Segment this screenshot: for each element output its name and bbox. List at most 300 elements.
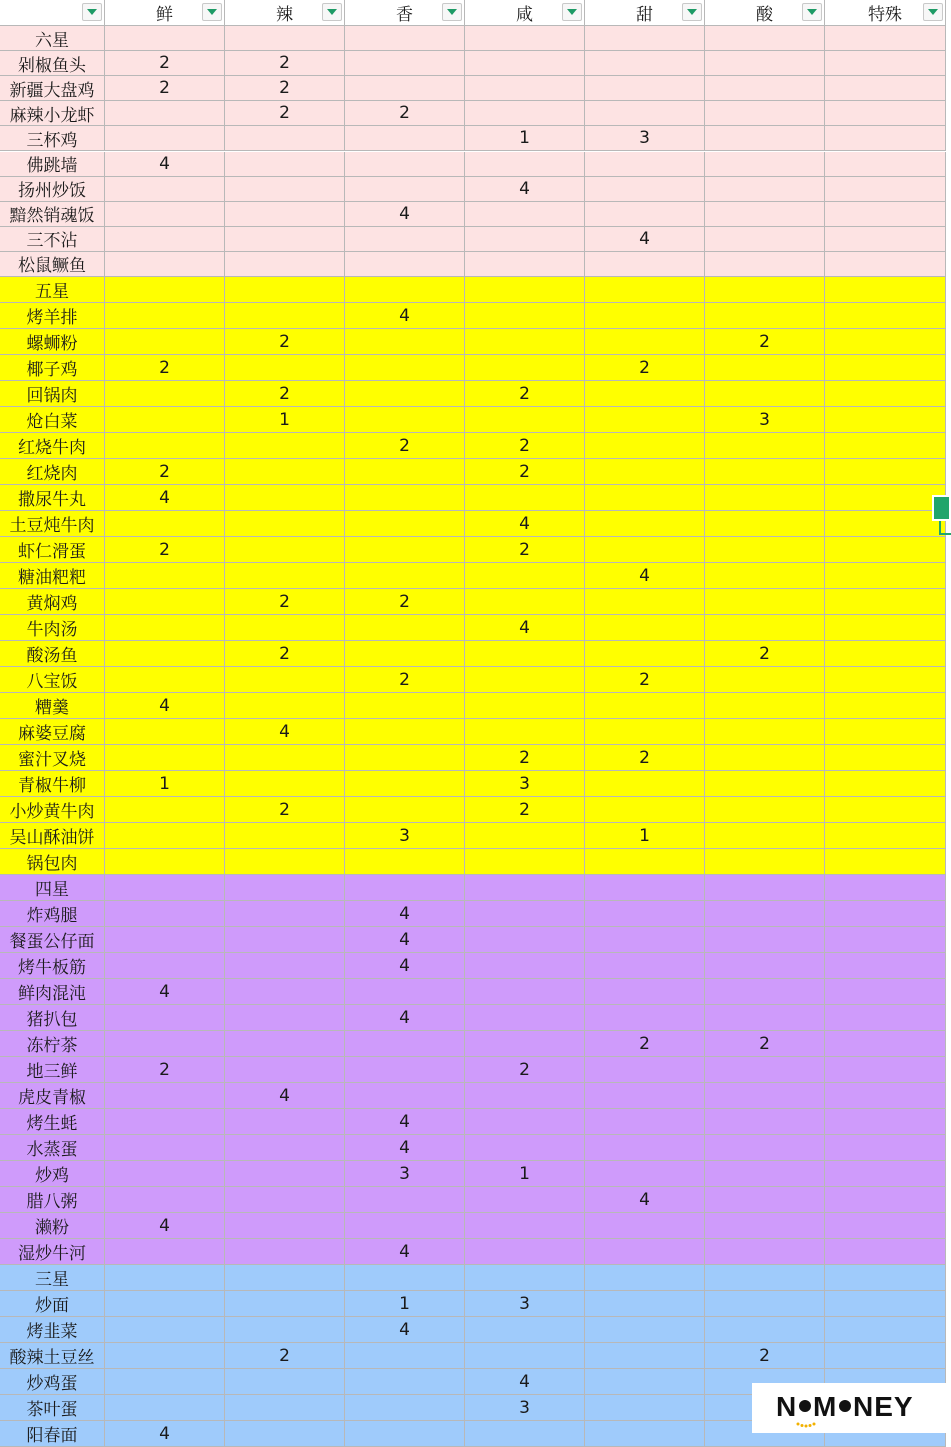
value-cell[interactable]: 2 bbox=[585, 745, 705, 771]
filter-dropdown-icon[interactable] bbox=[802, 3, 822, 21]
value-cell[interactable] bbox=[825, 1031, 946, 1057]
value-cell[interactable] bbox=[345, 329, 465, 355]
value-cell[interactable] bbox=[465, 1317, 585, 1343]
value-cell[interactable] bbox=[585, 1291, 705, 1317]
dish-name-cell[interactable]: 水蒸蛋 bbox=[0, 1135, 105, 1161]
value-cell[interactable] bbox=[705, 1161, 825, 1187]
value-cell[interactable]: 2 bbox=[465, 381, 585, 407]
value-cell[interactable] bbox=[585, 1213, 705, 1239]
value-cell[interactable]: 4 bbox=[345, 901, 465, 927]
value-cell[interactable] bbox=[345, 1265, 465, 1291]
value-cell[interactable] bbox=[345, 1057, 465, 1083]
value-cell[interactable] bbox=[225, 459, 345, 485]
value-cell[interactable] bbox=[105, 745, 225, 771]
value-cell[interactable] bbox=[825, 252, 946, 277]
value-cell[interactable] bbox=[225, 745, 345, 771]
value-cell[interactable] bbox=[585, 849, 705, 875]
value-cell[interactable] bbox=[585, 177, 705, 202]
value-cell[interactable] bbox=[105, 875, 225, 901]
group-label-cell[interactable]: 三星 bbox=[0, 1265, 105, 1291]
value-cell[interactable] bbox=[585, 202, 705, 227]
header-cell-suan[interactable] bbox=[705, 0, 825, 26]
value-cell[interactable] bbox=[105, 1291, 225, 1317]
header-cell-xian-salty[interactable] bbox=[465, 0, 585, 26]
group-label-cell[interactable]: 四星 bbox=[0, 875, 105, 901]
value-cell[interactable] bbox=[345, 177, 465, 202]
value-cell[interactable] bbox=[345, 485, 465, 511]
value-cell[interactable] bbox=[345, 459, 465, 485]
dish-name-cell[interactable]: 松鼠鳜鱼 bbox=[0, 252, 105, 277]
value-cell[interactable] bbox=[825, 849, 946, 875]
value-cell[interactable] bbox=[705, 797, 825, 823]
value-cell[interactable]: 2 bbox=[465, 433, 585, 459]
value-cell[interactable] bbox=[225, 152, 345, 177]
value-cell[interactable] bbox=[225, 927, 345, 953]
header-cell-xian[interactable] bbox=[105, 0, 225, 26]
value-cell[interactable] bbox=[465, 1109, 585, 1135]
value-cell[interactable] bbox=[825, 303, 946, 329]
value-cell[interactable] bbox=[585, 381, 705, 407]
value-cell[interactable] bbox=[225, 1291, 345, 1317]
dish-name-cell[interactable]: 烤牛板筋 bbox=[0, 953, 105, 979]
value-cell[interactable] bbox=[825, 355, 946, 381]
value-cell[interactable] bbox=[465, 1239, 585, 1265]
value-cell[interactable]: 2 bbox=[105, 51, 225, 76]
value-cell[interactable] bbox=[705, 252, 825, 277]
value-cell[interactable] bbox=[825, 1239, 946, 1265]
value-cell[interactable] bbox=[585, 1083, 705, 1109]
value-cell[interactable] bbox=[105, 849, 225, 875]
value-cell[interactable] bbox=[585, 1057, 705, 1083]
value-cell[interactable] bbox=[705, 76, 825, 101]
value-cell[interactable] bbox=[225, 355, 345, 381]
value-cell[interactable] bbox=[345, 641, 465, 667]
value-cell[interactable] bbox=[105, 927, 225, 953]
value-cell[interactable] bbox=[105, 589, 225, 615]
value-cell[interactable] bbox=[705, 1291, 825, 1317]
value-cell[interactable] bbox=[585, 277, 705, 303]
value-cell[interactable] bbox=[825, 1109, 946, 1135]
value-cell[interactable] bbox=[825, 433, 946, 459]
value-cell[interactable]: 4 bbox=[105, 1213, 225, 1239]
value-cell[interactable] bbox=[465, 927, 585, 953]
value-cell[interactable] bbox=[705, 537, 825, 563]
value-cell[interactable] bbox=[465, 26, 585, 51]
value-cell[interactable] bbox=[705, 1239, 825, 1265]
value-cell[interactable] bbox=[465, 1213, 585, 1239]
header-cell-tian[interactable] bbox=[585, 0, 705, 26]
value-cell[interactable] bbox=[825, 667, 946, 693]
value-cell[interactable] bbox=[465, 355, 585, 381]
value-cell[interactable] bbox=[345, 355, 465, 381]
value-cell[interactable]: 3 bbox=[465, 1395, 585, 1421]
value-cell[interactable] bbox=[825, 329, 946, 355]
dish-name-cell[interactable]: 土豆炖牛肉 bbox=[0, 511, 105, 537]
value-cell[interactable] bbox=[585, 641, 705, 667]
dish-name-cell[interactable]: 炒鸡 bbox=[0, 1161, 105, 1187]
value-cell[interactable]: 1 bbox=[465, 126, 585, 151]
value-cell[interactable] bbox=[465, 641, 585, 667]
value-cell[interactable]: 2 bbox=[225, 101, 345, 126]
value-cell[interactable] bbox=[705, 459, 825, 485]
value-cell[interactable] bbox=[585, 51, 705, 76]
value-cell[interactable] bbox=[345, 1343, 465, 1369]
value-cell[interactable] bbox=[105, 407, 225, 433]
dish-name-cell[interactable]: 黄焖鸡 bbox=[0, 589, 105, 615]
dish-name-cell[interactable]: 炸鸡腿 bbox=[0, 901, 105, 927]
value-cell[interactable]: 2 bbox=[465, 797, 585, 823]
value-cell[interactable] bbox=[825, 589, 946, 615]
value-cell[interactable] bbox=[705, 745, 825, 771]
value-cell[interactable] bbox=[225, 1057, 345, 1083]
value-cell[interactable] bbox=[585, 1135, 705, 1161]
value-cell[interactable] bbox=[585, 615, 705, 641]
value-cell[interactable]: 2 bbox=[465, 745, 585, 771]
value-cell[interactable] bbox=[105, 797, 225, 823]
value-cell[interactable] bbox=[105, 126, 225, 151]
value-cell[interactable]: 4 bbox=[105, 1421, 225, 1447]
value-cell[interactable] bbox=[345, 407, 465, 433]
value-cell[interactable]: 2 bbox=[585, 667, 705, 693]
value-cell[interactable] bbox=[105, 252, 225, 277]
value-cell[interactable] bbox=[225, 433, 345, 459]
value-cell[interactable]: 1 bbox=[465, 1161, 585, 1187]
value-cell[interactable] bbox=[825, 1005, 946, 1031]
value-cell[interactable] bbox=[705, 823, 825, 849]
value-cell[interactable] bbox=[105, 227, 225, 252]
dish-name-cell[interactable]: 吴山酥油饼 bbox=[0, 823, 105, 849]
value-cell[interactable]: 4 bbox=[585, 563, 705, 589]
dish-name-cell[interactable]: 烤韭菜 bbox=[0, 1317, 105, 1343]
value-cell[interactable] bbox=[105, 202, 225, 227]
value-cell[interactable] bbox=[345, 1369, 465, 1395]
value-cell[interactable] bbox=[465, 1343, 585, 1369]
value-cell[interactable]: 2 bbox=[705, 641, 825, 667]
value-cell[interactable] bbox=[465, 202, 585, 227]
value-cell[interactable]: 2 bbox=[465, 1057, 585, 1083]
value-cell[interactable] bbox=[825, 177, 946, 202]
value-cell[interactable] bbox=[825, 202, 946, 227]
value-cell[interactable] bbox=[705, 1265, 825, 1291]
value-cell[interactable]: 3 bbox=[465, 1291, 585, 1317]
value-cell[interactable]: 4 bbox=[345, 1317, 465, 1343]
value-cell[interactable] bbox=[105, 1187, 225, 1213]
value-cell[interactable]: 4 bbox=[345, 1135, 465, 1161]
value-cell[interactable] bbox=[465, 979, 585, 1005]
header-cell-teshu[interactable] bbox=[825, 0, 946, 26]
value-cell[interactable]: 4 bbox=[345, 1109, 465, 1135]
value-cell[interactable] bbox=[705, 101, 825, 126]
dish-name-cell[interactable]: 烤羊排 bbox=[0, 303, 105, 329]
value-cell[interactable] bbox=[225, 563, 345, 589]
value-cell[interactable] bbox=[705, 667, 825, 693]
value-cell[interactable] bbox=[585, 771, 705, 797]
value-cell[interactable] bbox=[705, 1109, 825, 1135]
value-cell[interactable] bbox=[705, 589, 825, 615]
value-cell[interactable] bbox=[585, 1343, 705, 1369]
filter-dropdown-icon[interactable] bbox=[562, 3, 582, 21]
value-cell[interactable] bbox=[825, 26, 946, 51]
value-cell[interactable] bbox=[105, 381, 225, 407]
value-cell[interactable] bbox=[345, 511, 465, 537]
value-cell[interactable] bbox=[705, 511, 825, 537]
value-cell[interactable] bbox=[465, 875, 585, 901]
value-cell[interactable]: 1 bbox=[225, 407, 345, 433]
value-cell[interactable]: 4 bbox=[465, 511, 585, 537]
value-cell[interactable] bbox=[465, 953, 585, 979]
value-cell[interactable] bbox=[345, 719, 465, 745]
value-cell[interactable] bbox=[345, 875, 465, 901]
value-cell[interactable] bbox=[105, 1317, 225, 1343]
value-cell[interactable]: 4 bbox=[585, 1187, 705, 1213]
value-cell[interactable]: 4 bbox=[345, 1239, 465, 1265]
value-cell[interactable] bbox=[225, 1031, 345, 1057]
value-cell[interactable] bbox=[825, 641, 946, 667]
dish-name-cell[interactable]: 猪扒包 bbox=[0, 1005, 105, 1031]
value-cell[interactable] bbox=[345, 1395, 465, 1421]
value-cell[interactable]: 4 bbox=[345, 927, 465, 953]
value-cell[interactable]: 4 bbox=[105, 979, 225, 1005]
dish-name-cell[interactable]: 冻柠茶 bbox=[0, 1031, 105, 1057]
value-cell[interactable] bbox=[705, 719, 825, 745]
value-cell[interactable]: 2 bbox=[105, 355, 225, 381]
value-cell[interactable] bbox=[705, 1135, 825, 1161]
value-cell[interactable] bbox=[105, 433, 225, 459]
value-cell[interactable] bbox=[705, 615, 825, 641]
value-cell[interactable] bbox=[705, 381, 825, 407]
value-cell[interactable] bbox=[825, 745, 946, 771]
value-cell[interactable] bbox=[225, 823, 345, 849]
value-cell[interactable] bbox=[225, 26, 345, 51]
value-cell[interactable] bbox=[465, 277, 585, 303]
value-cell[interactable] bbox=[105, 615, 225, 641]
value-cell[interactable] bbox=[825, 823, 946, 849]
value-cell[interactable]: 2 bbox=[705, 329, 825, 355]
dish-name-cell[interactable]: 三不沾 bbox=[0, 227, 105, 252]
value-cell[interactable] bbox=[345, 745, 465, 771]
value-cell[interactable] bbox=[225, 1187, 345, 1213]
value-cell[interactable] bbox=[585, 901, 705, 927]
value-cell[interactable] bbox=[225, 953, 345, 979]
value-cell[interactable]: 1 bbox=[585, 823, 705, 849]
value-cell[interactable]: 2 bbox=[225, 1343, 345, 1369]
value-cell[interactable] bbox=[225, 126, 345, 151]
value-cell[interactable] bbox=[825, 693, 946, 719]
value-cell[interactable] bbox=[585, 459, 705, 485]
value-cell[interactable]: 3 bbox=[345, 1161, 465, 1187]
value-cell[interactable] bbox=[825, 1213, 946, 1239]
dish-name-cell[interactable]: 炒鸡蛋 bbox=[0, 1369, 105, 1395]
value-cell[interactable]: 2 bbox=[345, 101, 465, 126]
value-cell[interactable]: 4 bbox=[345, 1005, 465, 1031]
value-cell[interactable] bbox=[105, 901, 225, 927]
value-cell[interactable]: 4 bbox=[105, 152, 225, 177]
value-cell[interactable] bbox=[465, 849, 585, 875]
value-cell[interactable] bbox=[465, 589, 585, 615]
value-cell[interactable] bbox=[465, 901, 585, 927]
value-cell[interactable]: 2 bbox=[465, 537, 585, 563]
value-cell[interactable] bbox=[585, 407, 705, 433]
value-cell[interactable] bbox=[585, 26, 705, 51]
value-cell[interactable] bbox=[465, 1083, 585, 1109]
header-cell-name[interactable] bbox=[0, 0, 105, 26]
value-cell[interactable] bbox=[225, 1239, 345, 1265]
value-cell[interactable] bbox=[465, 719, 585, 745]
value-cell[interactable]: 2 bbox=[225, 641, 345, 667]
value-cell[interactable] bbox=[585, 303, 705, 329]
value-cell[interactable] bbox=[105, 1161, 225, 1187]
value-cell[interactable] bbox=[225, 1421, 345, 1447]
value-cell[interactable] bbox=[345, 615, 465, 641]
value-cell[interactable] bbox=[105, 641, 225, 667]
dish-name-cell[interactable]: 黯然销魂饭 bbox=[0, 202, 105, 227]
dish-name-cell[interactable]: 牛肉汤 bbox=[0, 615, 105, 641]
value-cell[interactable] bbox=[105, 1135, 225, 1161]
value-cell[interactable] bbox=[465, 1187, 585, 1213]
value-cell[interactable] bbox=[705, 979, 825, 1005]
filter-dropdown-icon[interactable] bbox=[322, 3, 342, 21]
value-cell[interactable] bbox=[825, 979, 946, 1005]
value-cell[interactable] bbox=[705, 277, 825, 303]
value-cell[interactable]: 4 bbox=[345, 303, 465, 329]
value-cell[interactable] bbox=[825, 719, 946, 745]
dish-name-cell[interactable]: 红烧肉 bbox=[0, 459, 105, 485]
value-cell[interactable] bbox=[585, 152, 705, 177]
value-cell[interactable] bbox=[705, 227, 825, 252]
value-cell[interactable]: 2 bbox=[225, 76, 345, 101]
value-cell[interactable] bbox=[705, 563, 825, 589]
dish-name-cell[interactable]: 湿炒牛河 bbox=[0, 1239, 105, 1265]
filter-dropdown-icon[interactable] bbox=[682, 3, 702, 21]
fill-handle[interactable] bbox=[932, 495, 951, 521]
value-cell[interactable]: 3 bbox=[585, 126, 705, 151]
value-cell[interactable] bbox=[345, 126, 465, 151]
value-cell[interactable] bbox=[825, 875, 946, 901]
dish-name-cell[interactable]: 糖油粑粑 bbox=[0, 563, 105, 589]
value-cell[interactable] bbox=[225, 979, 345, 1005]
dish-name-cell[interactable]: 腊八粥 bbox=[0, 1187, 105, 1213]
dish-name-cell[interactable]: 酸辣土豆丝 bbox=[0, 1343, 105, 1369]
value-cell[interactable]: 2 bbox=[225, 329, 345, 355]
value-cell[interactable] bbox=[465, 51, 585, 76]
value-cell[interactable] bbox=[225, 1213, 345, 1239]
value-cell[interactable] bbox=[105, 719, 225, 745]
value-cell[interactable] bbox=[825, 1291, 946, 1317]
value-cell[interactable] bbox=[105, 1395, 225, 1421]
value-cell[interactable] bbox=[825, 1161, 946, 1187]
dish-name-cell[interactable]: 地三鲜 bbox=[0, 1057, 105, 1083]
value-cell[interactable] bbox=[705, 26, 825, 51]
value-cell[interactable] bbox=[225, 875, 345, 901]
value-cell[interactable] bbox=[345, 693, 465, 719]
value-cell[interactable] bbox=[705, 485, 825, 511]
value-cell[interactable] bbox=[225, 1369, 345, 1395]
value-cell[interactable] bbox=[705, 953, 825, 979]
value-cell[interactable] bbox=[345, 152, 465, 177]
value-cell[interactable] bbox=[225, 615, 345, 641]
value-cell[interactable] bbox=[705, 1213, 825, 1239]
value-cell[interactable] bbox=[225, 177, 345, 202]
value-cell[interactable] bbox=[345, 227, 465, 252]
value-cell[interactable] bbox=[705, 901, 825, 927]
value-cell[interactable] bbox=[585, 875, 705, 901]
value-cell[interactable] bbox=[705, 126, 825, 151]
dish-name-cell[interactable]: 餐蛋公仔面 bbox=[0, 927, 105, 953]
value-cell[interactable] bbox=[825, 563, 946, 589]
value-cell[interactable] bbox=[585, 485, 705, 511]
value-cell[interactable] bbox=[825, 1083, 946, 1109]
value-cell[interactable]: 1 bbox=[105, 771, 225, 797]
value-cell[interactable] bbox=[345, 797, 465, 823]
value-cell[interactable] bbox=[705, 1057, 825, 1083]
value-cell[interactable]: 2 bbox=[225, 381, 345, 407]
value-cell[interactable] bbox=[825, 227, 946, 252]
value-cell[interactable] bbox=[465, 667, 585, 693]
value-cell[interactable] bbox=[465, 823, 585, 849]
value-cell[interactable] bbox=[585, 979, 705, 1005]
value-cell[interactable] bbox=[105, 823, 225, 849]
value-cell[interactable] bbox=[825, 953, 946, 979]
value-cell[interactable]: 2 bbox=[585, 355, 705, 381]
value-cell[interactable] bbox=[345, 979, 465, 1005]
value-cell[interactable] bbox=[705, 1187, 825, 1213]
value-cell[interactable] bbox=[585, 329, 705, 355]
value-cell[interactable] bbox=[345, 537, 465, 563]
value-cell[interactable] bbox=[345, 277, 465, 303]
value-cell[interactable]: 2 bbox=[225, 589, 345, 615]
dish-name-cell[interactable]: 烤生蚝 bbox=[0, 1109, 105, 1135]
value-cell[interactable] bbox=[705, 927, 825, 953]
value-cell[interactable]: 2 bbox=[345, 589, 465, 615]
value-cell[interactable] bbox=[825, 927, 946, 953]
value-cell[interactable] bbox=[825, 797, 946, 823]
dish-name-cell[interactable]: 螺蛳粉 bbox=[0, 329, 105, 355]
value-cell[interactable] bbox=[825, 1265, 946, 1291]
value-cell[interactable] bbox=[825, 1343, 946, 1369]
value-cell[interactable] bbox=[105, 1369, 225, 1395]
dish-name-cell[interactable]: 鲜肉混沌 bbox=[0, 979, 105, 1005]
value-cell[interactable] bbox=[585, 1317, 705, 1343]
value-cell[interactable]: 2 bbox=[105, 1057, 225, 1083]
value-cell[interactable] bbox=[105, 953, 225, 979]
dish-name-cell[interactable]: 阳春面 bbox=[0, 1421, 105, 1447]
value-cell[interactable] bbox=[825, 381, 946, 407]
value-cell[interactable]: 3 bbox=[705, 407, 825, 433]
value-cell[interactable] bbox=[225, 303, 345, 329]
value-cell[interactable] bbox=[585, 719, 705, 745]
dish-name-cell[interactable]: 红烧牛肉 bbox=[0, 433, 105, 459]
value-cell[interactable] bbox=[585, 537, 705, 563]
value-cell[interactable] bbox=[705, 303, 825, 329]
value-cell[interactable]: 2 bbox=[585, 1031, 705, 1057]
value-cell[interactable] bbox=[225, 227, 345, 252]
value-cell[interactable] bbox=[105, 1265, 225, 1291]
value-cell[interactable] bbox=[825, 1317, 946, 1343]
value-cell[interactable] bbox=[345, 1213, 465, 1239]
value-cell[interactable] bbox=[225, 1005, 345, 1031]
value-cell[interactable] bbox=[825, 126, 946, 151]
value-cell[interactable] bbox=[585, 953, 705, 979]
value-cell[interactable] bbox=[465, 1031, 585, 1057]
value-cell[interactable] bbox=[225, 511, 345, 537]
dish-name-cell[interactable]: 撒尿牛丸 bbox=[0, 485, 105, 511]
value-cell[interactable] bbox=[345, 26, 465, 51]
value-cell[interactable] bbox=[105, 277, 225, 303]
header-cell-la[interactable] bbox=[225, 0, 345, 26]
dish-name-cell[interactable]: 回锅肉 bbox=[0, 381, 105, 407]
value-cell[interactable] bbox=[105, 1343, 225, 1369]
filter-dropdown-icon[interactable] bbox=[202, 3, 222, 21]
